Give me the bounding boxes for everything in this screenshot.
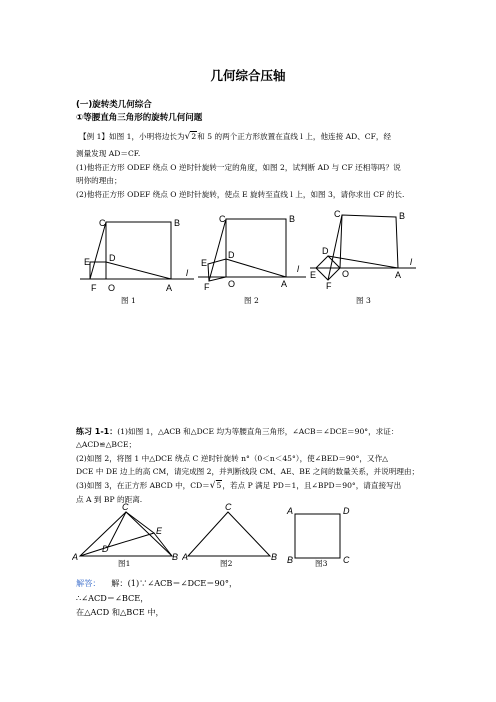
- label-f: F: [326, 281, 332, 291]
- label-c: C: [219, 214, 226, 224]
- square-abcd: [295, 514, 340, 558]
- segment-ad: [106, 262, 171, 279]
- label-l: l: [186, 268, 188, 278]
- label-c: C: [343, 555, 350, 565]
- label-f: F: [204, 282, 210, 292]
- segment-cf: [209, 219, 226, 281]
- exercise-line5-end: ，若点 P 满足 PD＝1，且∠BPD＝90°，请直接写出: [222, 481, 402, 490]
- segment-ad: [226, 259, 286, 277]
- label-b: B: [399, 211, 406, 221]
- label-d: D: [343, 506, 350, 516]
- square-odef-rotated: [208, 259, 226, 281]
- exercise-line4: DCE 中 DE 边上的高 CM，请完成图 2，并判断线段 CM、AE、BE 之间的数量关系，并说明理由；: [76, 467, 420, 476]
- label-c: C: [334, 209, 341, 219]
- example1-q1-line2: 明你的理由；: [76, 176, 122, 185]
- exercise-line5: [76, 482, 401, 491]
- label-b: B: [271, 552, 278, 562]
- label-b: B: [287, 555, 294, 565]
- exercise-line5-start: (3)如图 3，在正方形 ABCD 中，CD＝: [76, 481, 210, 490]
- label-a: A: [287, 506, 294, 516]
- label-l: l: [297, 264, 299, 274]
- example1-line1-start: 【例 1】如图 1，小明将边长为: [79, 132, 185, 141]
- sqrt-radicand: 2: [191, 132, 197, 141]
- exercise-line3: (2)如图 2，将图 1 中△DCE 绕点 C 逆时针旋转 n°（0＜n＜45°），使∠BED＝90°，又作△: [76, 454, 389, 463]
- label-e: E: [156, 526, 163, 536]
- label-o: O: [108, 283, 116, 293]
- label-e: E: [201, 258, 208, 268]
- example1-q1-line1: (1)他将正方形 ODEF 绕点 O 逆时针旋转一定的角度，如图 2，试判断 AD 与 CF 还相等吗？说: [76, 163, 401, 172]
- label-o: O: [228, 279, 236, 289]
- example1-line1: [79, 133, 391, 142]
- example1-line1-end: 和 5 的两个正方形放置在直线 l 上，他连接 AD、CF，经: [197, 132, 392, 141]
- label-e: E: [84, 257, 91, 267]
- exercise-fig1-caption: 图1: [118, 559, 131, 568]
- exercise-line1-text: (1)如图 1，△ACB 和△DCE 均为等腰直角三角形，∠ACB＝∠DCE＝90°，求证：: [117, 427, 399, 436]
- section-heading: (一)旋转类几何综合: [76, 100, 152, 110]
- label-f: F: [91, 283, 97, 293]
- segment-be: [154, 533, 172, 556]
- label-e: E: [310, 270, 317, 280]
- answer-line2: ∴∠ACD＝∠BCE，: [76, 593, 149, 603]
- figure-1: [80, 212, 194, 294]
- label-b: B: [289, 214, 296, 224]
- sqrt-radicand: 5: [216, 481, 222, 490]
- exercise-line1: [76, 428, 398, 436]
- label-d: D: [228, 250, 235, 260]
- label-o: O: [342, 269, 350, 279]
- figure-2: [198, 210, 306, 294]
- answer-line1: [76, 579, 237, 587]
- label-b: B: [172, 552, 178, 562]
- answer-label: 解答：: [76, 578, 101, 588]
- label-a: A: [166, 283, 173, 293]
- answer-line1-text: 解：(1)∵∠ACB＝∠DCE＝90°，: [111, 578, 238, 588]
- label-d: D: [102, 544, 109, 554]
- answer-line3: 在△ACD 和△BCE 中，: [76, 607, 164, 617]
- exercise-line2: △ACD≌△BCE；: [76, 440, 137, 449]
- figure-3: [306, 205, 420, 291]
- exercise-line6: 点 A 到 BP 的距离.: [76, 495, 143, 504]
- label-d: D: [109, 253, 116, 263]
- label-b: B: [174, 218, 181, 228]
- fig1-caption: 图 1: [121, 296, 136, 305]
- subsection-heading: ①等腰直角三角形的旋转几何问题: [76, 113, 203, 123]
- label-d: D: [322, 246, 329, 256]
- exercise-fig2-caption: 图2: [220, 559, 233, 568]
- label-a: A: [72, 552, 79, 562]
- example1-q2: (2)他将正方形 ODEF 绕点 O 逆时针旋转，使点 E 旋转至直线 l 上，如图 3，请你求出 CF 的长.: [76, 190, 405, 199]
- sqrt-sign: √: [184, 132, 191, 142]
- segment-cf: [90, 222, 106, 279]
- label-c: C: [122, 502, 129, 512]
- label-a: A: [182, 552, 189, 562]
- label-c: C: [225, 502, 232, 512]
- segment-cf: [328, 215, 342, 280]
- page-title: 几何综合压轴: [210, 68, 286, 83]
- exercise-fig3-caption: 图3: [315, 559, 328, 568]
- exercise-lead: 练习 1-1：: [76, 427, 118, 436]
- fig3-caption: 图 3: [356, 296, 371, 305]
- label-c: C: [99, 218, 106, 228]
- example1-line2: 测量发现 AD＝CF.: [76, 149, 141, 158]
- sqrt-sign: √: [209, 481, 216, 491]
- triangle-acb: [188, 512, 270, 556]
- label-a: A: [395, 270, 402, 280]
- fig2-caption: 图 2: [244, 296, 259, 305]
- label-l: l: [410, 257, 412, 267]
- label-a: A: [281, 279, 288, 289]
